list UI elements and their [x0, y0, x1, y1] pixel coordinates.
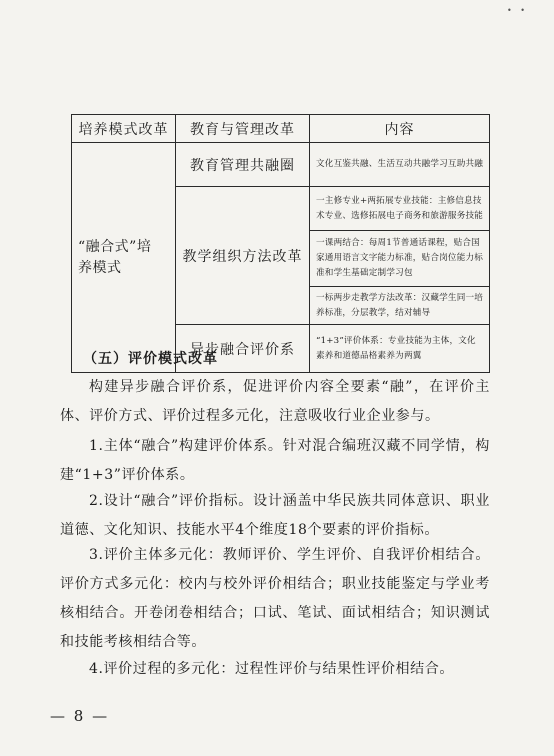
reform-table [71, 114, 490, 373]
header-cell-model: 培养模式改革 [72, 115, 176, 143]
content-cell: “1+3”评价体系：专业技能为主体，文化素养和道德品格素养为两翼 [310, 325, 490, 373]
content-cell: 一标两步走教学方法改革：汉藏学生同一培养标准，分层教学，结对辅导 [310, 287, 490, 325]
corner-marks: • • [507, 6, 528, 15]
header-cell-reform: 教育与管理改革 [176, 115, 310, 143]
content-cell: 文化互鉴共融、生活互动共融学习互助共融 [310, 143, 490, 187]
section-title: （五）评价模式改革 [83, 351, 218, 367]
table-header-row [72, 115, 490, 143]
paragraph: 1.主体“融合”构建评价体系。针对混合编班汉藏不同学情，构建“1+3”评价体系。 [60, 438, 490, 483]
content-cell: 一课两结合：每周1节普通话课程，贴合国家通用语言文字能力标准，贴合岗位能力标准和学生基础定制学习包 [310, 231, 490, 287]
table-row [72, 143, 490, 187]
model-cell: “融合式”培养模式 [72, 143, 176, 373]
reform-cell: 教育管理共融圈 [176, 143, 310, 187]
paragraph: 4.评价过程的多元化：过程性评价与结果性评价相结合。 [89, 661, 454, 677]
reform-cell: 教学组织方法改革 [176, 187, 310, 325]
header-cell-content: 内容 [310, 115, 490, 143]
content-cell: 一主修专业+两拓展专业技能：主修信息技术专业、选修拓展电子商务和旅游服务技能 [310, 187, 490, 231]
paragraph: 3.评价主体多元化：教师评价、学生评价、自我评价相结合。评价方式多元化：校内与校外评价相结合；职业技能鉴定与学业考核相结合。开卷闭卷相结合；口试、笔试、面试相结合；知识测试和技能考核相结合等。 [60, 547, 490, 650]
reform-cell: 异步融合评价系 [176, 325, 310, 373]
paragraph: 构建异步融合评价系，促进评价内容全要素“融”，在评价主体、评价方式、评价过程多元化，注意吸收行业企业参与。 [60, 379, 490, 424]
page-number: — 8 — [50, 707, 110, 725]
paragraph: 2.设计“融合”评价指标。设计涵盖中华民族共同体意识、职业道德、文化知识、技能水平4个维度18个要素的评价指标。 [60, 493, 490, 538]
